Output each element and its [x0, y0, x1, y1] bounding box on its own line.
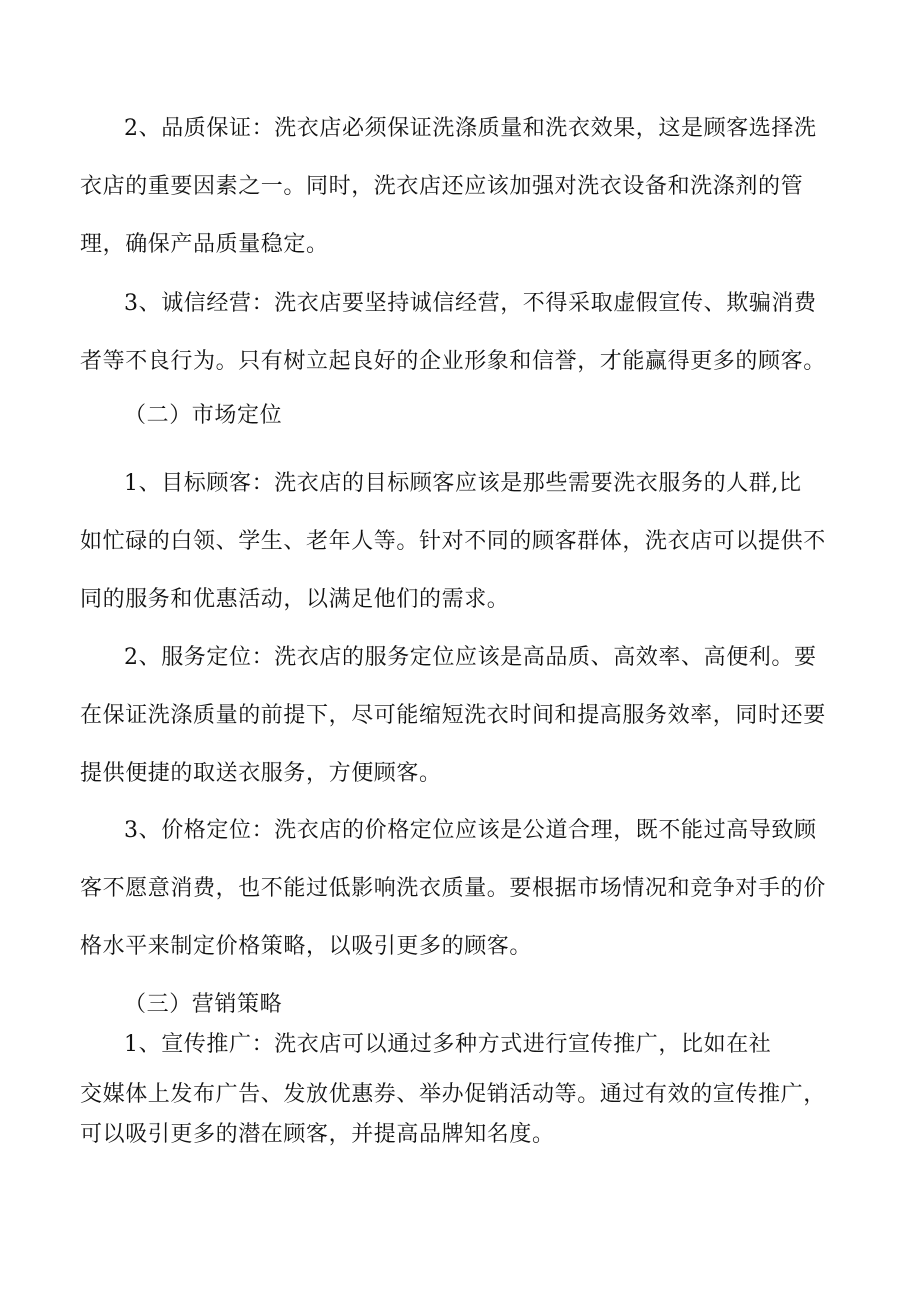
- paragraph-line: 2、服务定位：洗衣店的服务定位应该是高品质、高效率、高便利。要: [124, 645, 817, 670]
- paragraph-line: 3、诚信经营：洗衣店要坚持诚信经营，不得采取虚假宣传、欺骗消费: [124, 291, 817, 316]
- paragraph-line: 格水平来制定价格策略，以吸引更多的顾客。: [80, 934, 533, 959]
- paragraph-service-positioning: [80, 629, 840, 803]
- paragraph-line: 1、宣传推广：洗衣店可以通过多种方式进行宣传推广，比如在社: [124, 1032, 772, 1057]
- paragraph-line: 理，确保产品质量稳定。: [80, 232, 329, 257]
- paragraph-line: 者等不良行为。只有树立起良好的企业形象和信誉，才能赢得更多的顾客。: [80, 349, 826, 374]
- paragraph-price-positioning: [80, 802, 840, 976]
- paragraph-line: 2、品质保证：洗衣店必须保证洗涤质量和洗衣效果，这是顾客选择洗: [124, 116, 817, 141]
- paragraph-line: 交媒体上发布广告、发放优惠券、举办促销活动等。通过有效的宣传推广，: [80, 1082, 826, 1107]
- paragraph-promotion: [80, 1025, 840, 1155]
- paragraph-line: 1、目标顾客：洗衣店的目标顾客应该是那些需要洗衣服务的人群,比: [124, 471, 802, 496]
- paragraph-integrity-operation: [80, 275, 840, 391]
- paragraph-line: 提供便捷的取送衣服务，方便顾客。: [80, 761, 442, 786]
- paragraph-line: 3、价格定位：洗衣店的价格定位应该是公道合理，既不能过高导致顾: [124, 818, 817, 843]
- paragraph-line: 可以吸引更多的潜在顾客，并提高品牌知名度。: [80, 1122, 555, 1147]
- section-heading-market-positioning: （二）市场定位: [124, 403, 283, 428]
- paragraph-line: 同的服务和优惠活动，以满足他们的需求。: [80, 587, 510, 612]
- paragraph-quality-assurance: [80, 100, 840, 274]
- paragraph-line: 如忙碌的白领、学生、老年人等。针对不同的顾客群体，洗衣店可以提供不: [80, 529, 826, 554]
- paragraph-line: 在保证洗涤质量的前提下，尽可能缩短洗衣时间和提高服务效率，同时还要: [80, 703, 826, 728]
- paragraph-target-customers: [80, 455, 840, 629]
- section-heading-marketing-strategy: （三）营销策略: [124, 992, 283, 1017]
- paragraph-line: 衣店的重要因素之一。同时，洗衣店还应该加强对洗衣设备和洗涤剂的管: [80, 174, 804, 199]
- paragraph-line: 客不愿意消费，也不能过低影响洗衣质量。要根据市场情况和竞争对手的价: [80, 876, 826, 901]
